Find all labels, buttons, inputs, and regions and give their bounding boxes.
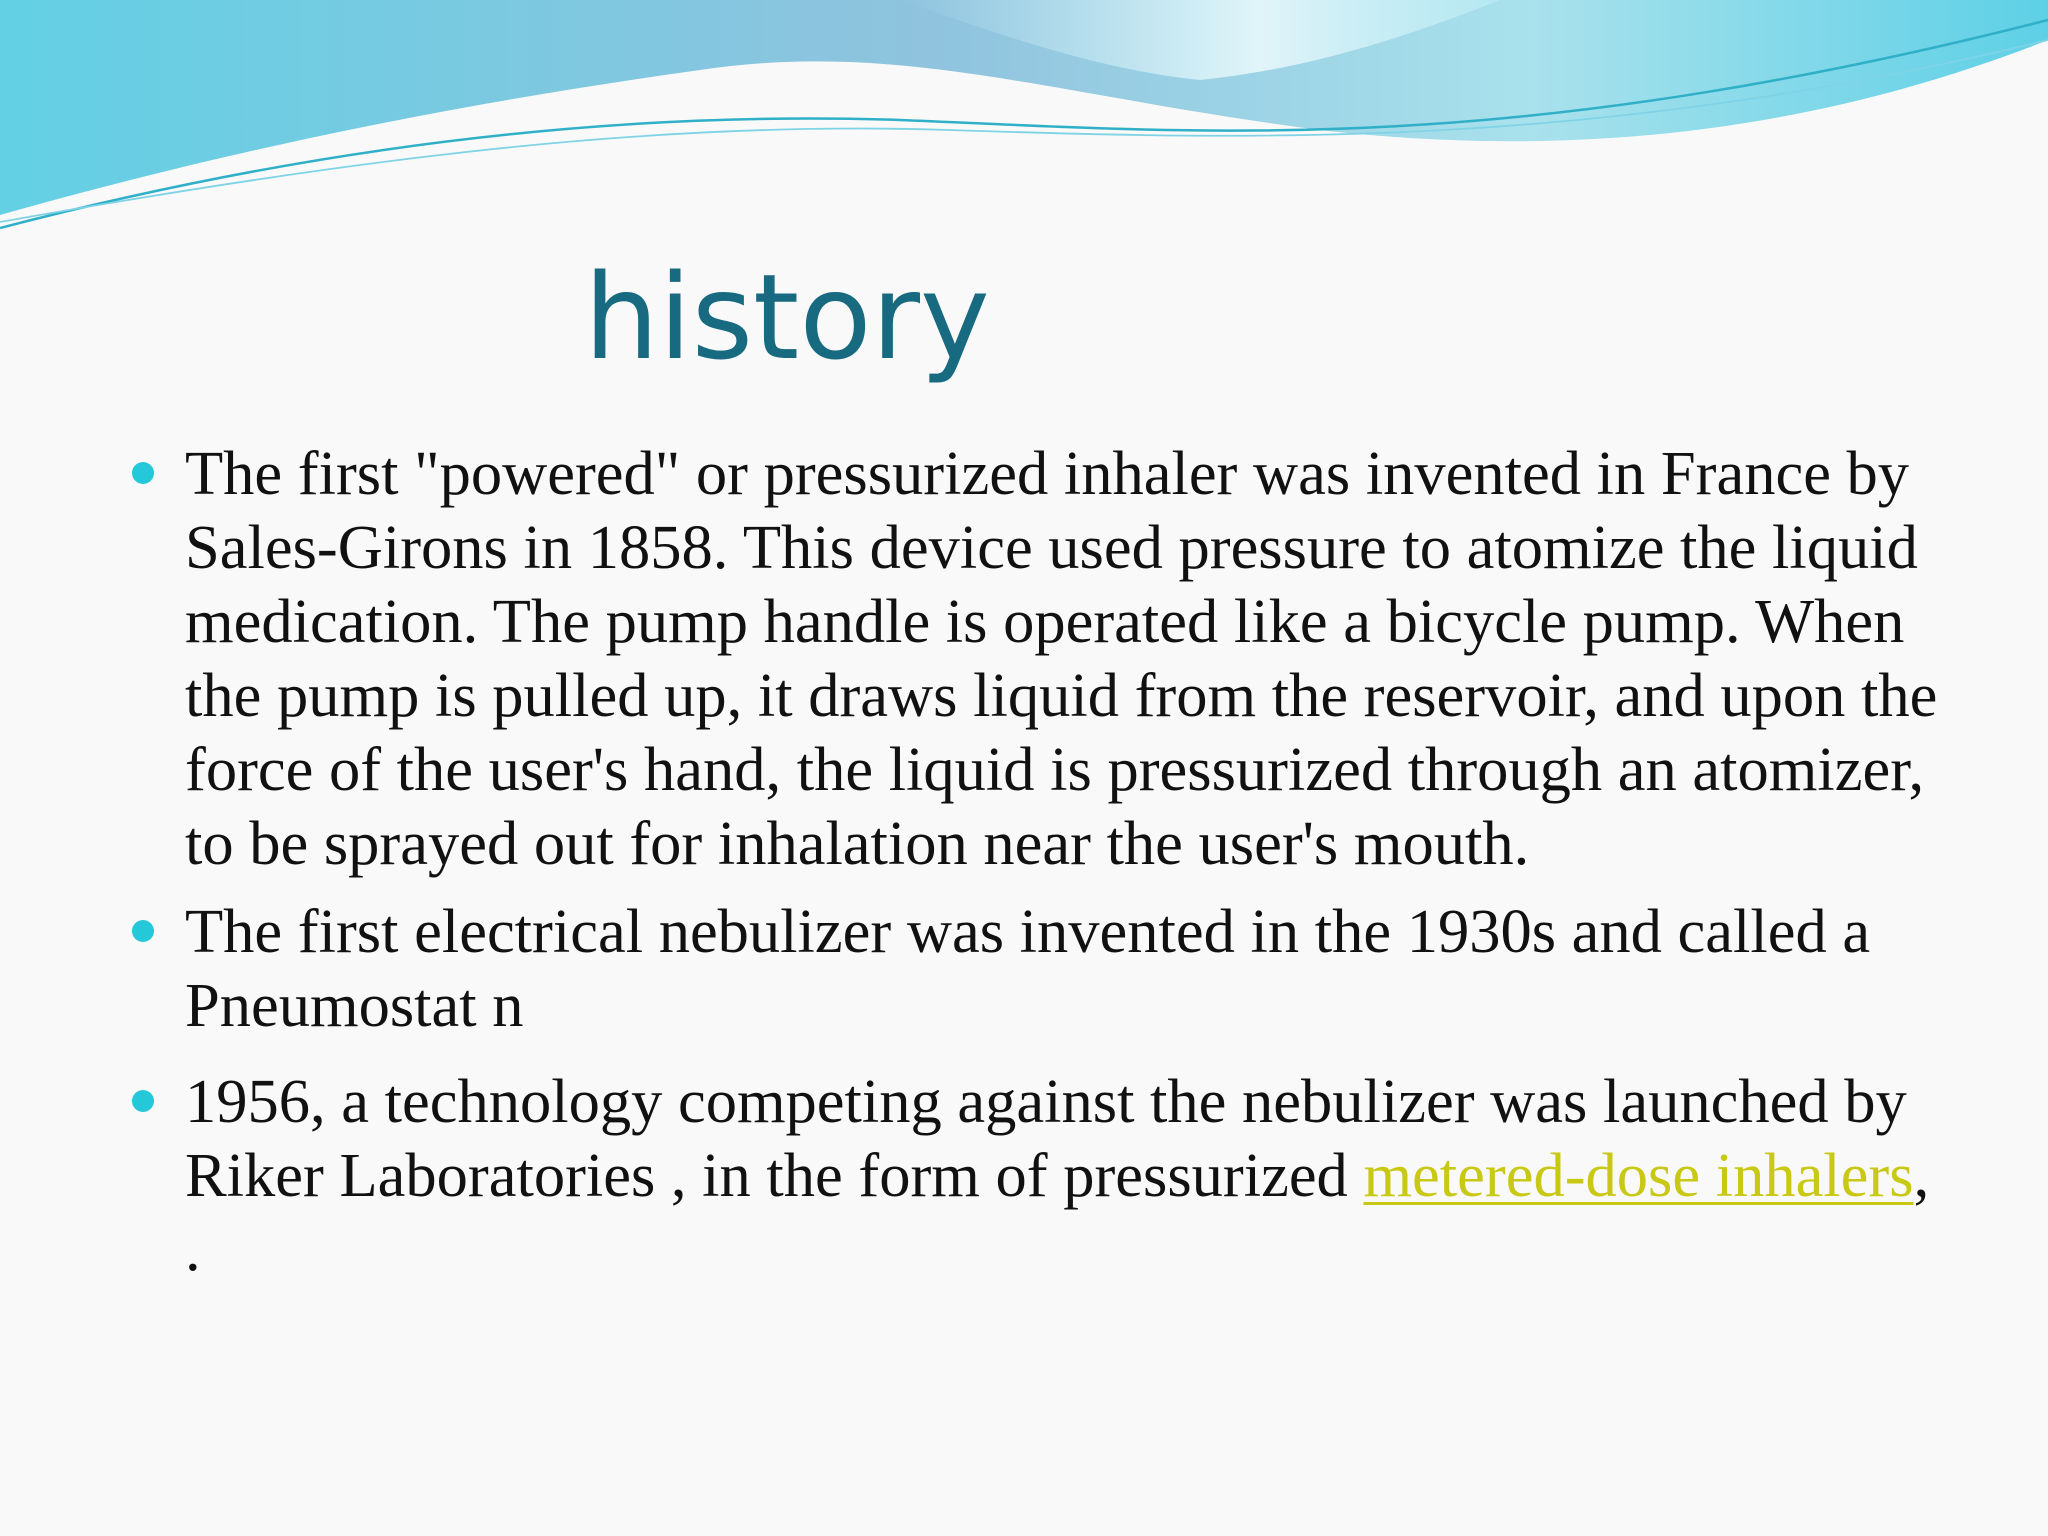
bullet-marker-icon: [132, 1090, 154, 1112]
bullet-marker-icon: [132, 920, 154, 942]
bullet-text: The first electrical nebulizer was invented in the 1930s and called a Pneumostat n: [185, 896, 1871, 1040]
bullet-item-1: [0, 436, 1945, 880]
bullet-list: [0, 436, 2048, 1286]
bullet-item-2: [0, 894, 1945, 1042]
header-wave-decoration: [0, 0, 2048, 240]
bullet-text: The first "powered" or pressurized inhaler was invented in France by Sales-Girons in 1858. This device used pressure to atomize the liquid medication. The pump handle is operated like a bicycle pump. When the pump is pulled up, it draws liquid from the reservoir, and upon the force of the user's hand, the liquid is pressurized through an atomizer, to be sprayed out for inhalation near the user's mouth.: [185, 438, 1938, 878]
bullet-text-after-link: , .: [185, 1140, 1930, 1284]
metered-dose-inhalers-link[interactable]: metered-dose inhalers: [1363, 1140, 1914, 1210]
slide-title: history: [584, 248, 990, 386]
bullet-text-before-link: 1956, a technology competing against the nebulizer was launched by Riker Laboratories , in the form of pressurized: [185, 1066, 1907, 1210]
bullet-marker-icon: [132, 462, 154, 484]
bullet-item-3: [0, 1064, 1945, 1286]
